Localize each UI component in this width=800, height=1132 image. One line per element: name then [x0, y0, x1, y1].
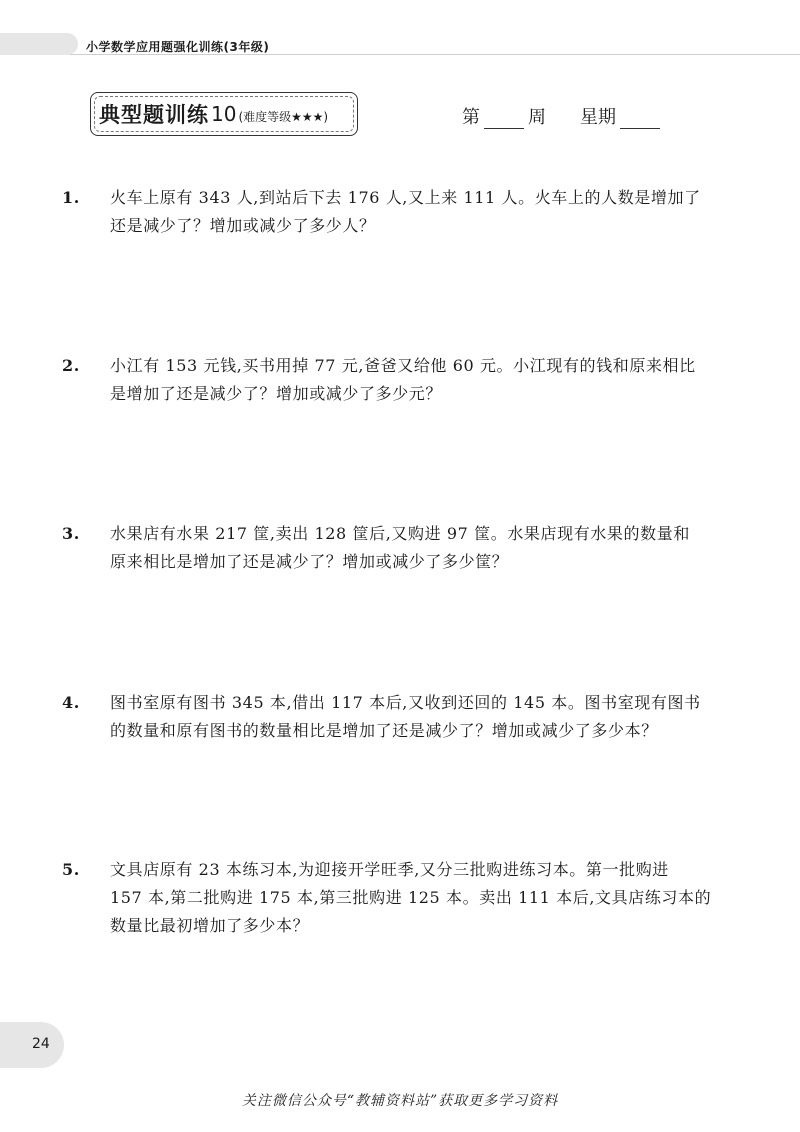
question-text: 火车上原有 343 人,到站后下去 176 人,又上来 111 人。火车上的人数是增加了 — [110, 188, 701, 207]
question-number: 3. — [62, 524, 80, 543]
question-text: 是增加了还是减少了？增加或减少了多少元？ — [110, 384, 443, 403]
question-text: 水果店有水果 217 筐,卖出 128 筐后,又购进 97 筐。水果店现有水果的数量和 — [110, 524, 690, 543]
section-number: 10 — [211, 102, 237, 126]
week-di-label: 第 — [462, 107, 480, 128]
section-heading-box — [90, 92, 358, 136]
question-text: 数量比最初增加了多少本？ — [110, 916, 310, 935]
difficulty-label: (难度等级★★★) — [238, 109, 329, 124]
week-zhou-label: 周 — [528, 107, 546, 128]
header-tab — [0, 33, 78, 55]
question-number: 2. — [62, 356, 80, 375]
question-1 — [62, 184, 726, 240]
question-number: 4. — [62, 693, 80, 712]
question-text: 还是减少了？增加或减少了多少人？ — [110, 216, 376, 235]
book-title: 小学数学应用题强化训练(3年级) — [86, 40, 270, 54]
question-number: 5. — [62, 860, 80, 879]
question-3 — [62, 520, 726, 576]
question-text: 的数量和原有图书的数量相比是增加了还是减少了？增加或减少了多少本？ — [110, 721, 658, 740]
question-text: 图书室原有图书 345 本,借出 117 本后,又收到还回的 145 本。图书室现有图书 — [110, 693, 701, 712]
page-number: 24 — [32, 1036, 50, 1052]
weekday-label: 星期 — [580, 107, 616, 128]
question-text: 文具店原有 23 本练习本,为迎接开学旺季,又分三批购进练习本。第一批购进 — [110, 860, 669, 879]
question-text: 小江有 153 元钱,买书用掉 77 元,爸爸又给他 60 元。小江现有的钱和原来相比 — [110, 356, 696, 375]
question-2 — [62, 352, 726, 408]
weekday-blank[interactable] — [620, 108, 660, 129]
week-number-blank[interactable] — [484, 108, 524, 129]
week-fill-in — [462, 103, 664, 129]
question-4 — [62, 689, 726, 745]
question-5 — [62, 856, 726, 940]
question-text: 157 本,第二批购进 175 本,第三批购进 125 本。卖出 111 本后,文具店练习本的 — [110, 888, 712, 907]
question-number: 1. — [62, 188, 80, 207]
question-text: 原来相比是增加了还是减少了？增加或减少了多少筐？ — [110, 552, 509, 571]
section-title: 典型题训练 — [99, 103, 209, 127]
footer-note: 关注微信公众号“教辅资料站”获取更多学习资料 — [241, 1093, 559, 1109]
